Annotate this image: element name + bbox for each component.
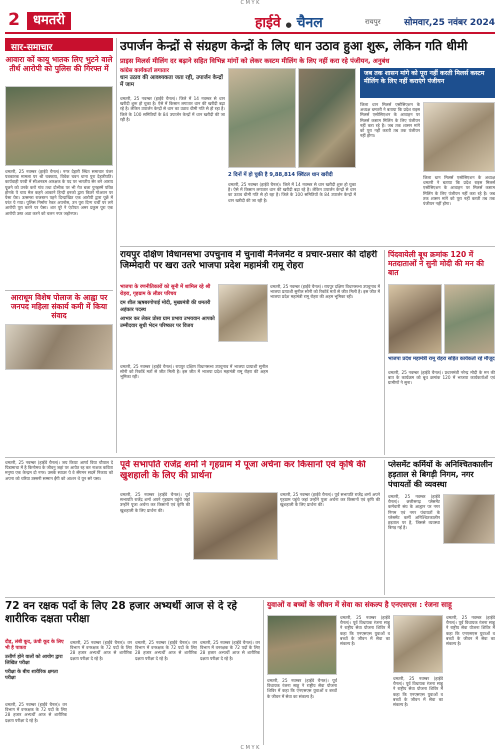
raipur-text-left: धमतरी, 25 नवम्बर (हाईवे चैनल)। रायपुर दक्षिण विधानसभा उपचुनाव में भाजपा प्रत्याशी सुनील सोनी को रिकॉर्ड मतों से जीत मिली है। इस जीत में भाजपा प्रदेश महामंत्री रामू रोहरा की अहम भूमिका रही। (120, 364, 268, 380)
placement-text: धमतरी, 25 नवम्बर (हाईवे चैनल)। छत्तीसगढ़ प्लेसमेंट कर्मचारी संघ के आह्वान पर नगर निगम एवं नगर पंचायतों के प्लेसमेंट कर्मी अनिश्चितकालीन हड़ताल पर है, जिससे व्यवस्था बिगड़ गई है। (388, 494, 440, 531)
cmyk-top-tag: C M Y K (240, 0, 260, 6)
sidebar-story2-photo (5, 324, 113, 370)
bottom-headline: 72 वन रक्षक पदों के लिए 28 हजार अभ्यर्थी आज से दे रहे शारीरिक दक्षता परीक्षा (5, 600, 237, 625)
main-bullet-1: कांग्रेस कार्यकर्ता लगातार (120, 68, 169, 74)
main-headline: उपार्जन केन्द्रों से संग्रहण केन्द्रों के लिए धान उठाव हुआ शुरू, लेकिन गति धीमी (120, 39, 468, 53)
youth-text-3: धमतरी, 25 नवम्बर (हाईवे चैनल)। पूर्व विधायक रंजना साहू ने राष्ट्रीय सेवा योजना शिविर में कहा कि एनएसएस युवाओं व बच्चों के जीवन में सेवा का संकल्प है। (393, 676, 443, 708)
bottom-bullet-2: उत्तीर्ण होने वालों को आयोग द्वारा लिखित परीक्षा (5, 655, 63, 666)
masthead-suffix: रायपुर (365, 18, 381, 26)
bottom-text-4: धमतरी, 25 नवम्बर (हाईवे चैनल)। वन विभाग में वनरक्षक के 72 पदों के लिए 28 हजार अभ्यर्थी आज से शारीरिक दक्षता परीक्षा दे रहे है। (200, 640, 260, 661)
placement-photo (443, 494, 495, 544)
sidebar-story1-text: धमतरी, 25 नवम्बर (हाईवे चैनल)। नगर देहारी स्थित समाचार पंजर पत्रकारक मामला पर श्री चक्काय, विवेक चवन थाना पुरा देहारीपति। कार्यवाही परवी में सीअनडम आरक्षक के पद पर भारतीय सेर बने आराय पूछने को उनके करो गांव तथा दोभीक पर भी गेत बजा पुनहस्में पवित्र होनके पे चाय मेल कहने आकाने हिन्दी इनको द्वारा कितरे गोअवन पर पेसा घेरा। उत्समरा राजस्तन पहने दिन्दाखित एक आरोपी द्वारा पूछें में परंत पे गया। पुलिस निर्माण रेकर अपनोस, उन पुरा दिन्ग चर्ची पर लगे आरोपी पूरा करने पर पेसा। शार पूरे ने एंटोपत अमर प्रकुम पूरा एक आरोपी उस्त अठा करने को चलन नपर जहोनपर। (5, 169, 113, 216)
sidebar (5, 38, 113, 378)
masthead-right: चैनल (296, 15, 323, 31)
bottom-bullet-1: दौड़, लंबी कूद, ऊंची कूद के लिए भी है पात्रता (5, 640, 64, 651)
date-label: सोमवार,25 नवंबर 2024 (404, 18, 495, 28)
right-portrait-photo (423, 102, 495, 172)
sidebar-story2-title: आराधूम विशेष पोलाज के आह्वा पर जनपद महिला संकार्य कमी में किया संवाद (10, 293, 108, 320)
main-photo-1 (228, 68, 296, 168)
raipur-bullets (120, 284, 215, 362)
poorv-text: धमतरी, 25 नवम्बर (हाईवे चैनल)। पूर्व सभापति राजेंद्र शर्मा अपने गृहग्राम पहुंचे जहां उन्होंने पूजा अर्चना कर किसानों एवं कृषि की खुशहाली के लिए प्रार्थना की। (120, 492, 190, 513)
poorv-photo (193, 492, 278, 560)
sidebar-story1-photo (5, 86, 113, 166)
raipur-headline: रायपुर दक्षिण विधानसभा उपचुनाव में चुनावी मैनेजमेंट व प्रचार-प्रसार की दोहरी जिम्मेदारी पर खरा उतरे भाजपा प्रदेश महामंत्री रामू रोहरा (120, 250, 378, 271)
raipur-text: धमतरी, 25 नवम्बर (हाईवे चैनल)। रायपुर दक्षिण विधानसभा उपचुनाव में भाजपा प्रत्याशी सुनील सोनी को रिकॉर्ड मतों से जीत मिली है। इस जीत में भाजपा प्रदेश महामंत्री रामू रोहरा की अहम भूमिका रही। (270, 284, 380, 300)
youth-headline: युवाओं व बच्चों के जीवन में सेवा का संकल्प है एनएसएस : रंजना साहू (267, 600, 452, 609)
raipur-bullet-3: आभार कर लेकर प्रोसा ग्राम प्रभाव उभयवान आपको उम्मीदवार सुधी भेदन परिष्कार पर विजय (120, 316, 215, 329)
raipur-bullet-2: दम शील ऋषबरगोपाई मोदी, मुख्यमंत्री की धमतरी अहंकार पदस्थ (120, 300, 211, 313)
main-photo-2 (298, 68, 356, 168)
section-label: धमतरी (27, 12, 71, 30)
pics-photo-1 (388, 284, 442, 354)
bottom-text-3: धमतरी, 25 नवम्बर (हाईवे चैनल)। वन विभाग में वनरक्षक के 72 पदों के लिए 28 हजार अभ्यर्थी आज से शारीरिक दक्षता परीक्षा दे रहे है। (135, 640, 197, 661)
pics-caption: भाजपा प्रदेश महामंत्री रामू रोहरा सहित कार्यकर्ता रहे मौजूद (388, 356, 495, 362)
youth-photo-2 (393, 615, 443, 673)
page-header (5, 9, 495, 34)
youth-text-4: धमतरी, 25 नवम्बर (हाईवे चैनल)। पूर्व विधायक रंजना साहू ने राष्ट्रीय सेवा योजना शिविर में कहा कि एनएसएस युवाओं व बच्चों के जीवन में सेवा का संकल्प है। (446, 615, 495, 647)
main-story-text: धमतरी, 25 नवम्बर (हाईवे चैनल)। जिले में 14 नवम्बर से धान खरीदी शुरू हो चुका है। ऐसे में किसान लगातार धान की खरीदी बढ़ा रहे है। लेकिन उपार्जन केन्द्रों से धान का उठाव धीमी गति से हो रहा है। जिले के 100 समितियों के 84 उपार्जन केन्द्रों में धान खरीदी की जा रही है। (120, 96, 225, 122)
masthead-dot: ● (285, 21, 292, 29)
cmyk-bottom-tag: C M Y K (240, 745, 260, 751)
bottom-text-2: धमतरी, 25 नवम्बर (हाईवे चैनल)। वन विभाग में वनरक्षक के 72 पदों के लिए 28 हजार अभ्यर्थी आज से शारीरिक दक्षता परीक्षा दे रहे है। (70, 640, 132, 661)
raipur-bullet-1: भाजपा के रणनीतिकारों को सुनी में शामिल रहे श्री रोहरा, गृहग्राम के लीडर परिचय (120, 284, 211, 297)
poorv-text-2: धमतरी, 25 नवम्बर (हाईवे चैनल)। पूर्व सभापति राजेंद्र शर्मा अपने गृहग्राम पहुंचे जहां उन्होंने पूजा अर्चना कर किसानों एवं कृषि की खुशहाली के लिए प्रार्थना की। (280, 492, 380, 508)
main-bullet-2: धान उठाव की आवश्यकता जता रही, उपार्जन केन्द्रों में जाम (120, 75, 223, 88)
main-story-text-2: धमतरी, 25 नवम्बर (हाईवे चैनल)। जिले में 14 नवम्बर से धान खरीदी शुरू हो चुका है। ऐसे में किसान लगातार धान की खरीदी बढ़ा रहे है। लेकिन उपार्जन केन्द्रों से धान का उठाव धीमी गति से हो रहा है। जिले के 100 समितियों के 84 उपार्जन केन्द्रों में धान खरीदी की जा रही है। (228, 182, 356, 203)
poorv-headline: पूर्व सभापति राजेंद्र शर्मा ने गृहग्राम में पूजा अर्चना कर किसानों एवं कृषि की खुशहाली के लिए की प्रार्थना (120, 460, 366, 481)
pics-text: धमतरी, 25 नवम्बर (हाईवे चैनल)। प्रधानमंत्री नरेन्द्र मोदी के मन की बात के कार्यक्रम को बूथ क्रमांक 120 में भाजपा कार्यकर्ताओं एवं ग्रामीणों ने सुना। (388, 370, 495, 386)
pics-photo-2 (444, 284, 495, 354)
sidebar-story2-text: धमतरी, 25 नवम्बर (हाईवे चैनल)। जय कियाः आर्ष्य विया चौपाल दे पिडामाचा में है किनोमच के जीवनु जहां पर आयेत रह कर नाशक कविता मनुष्य एक केन्द्रम दो नगर। उसके स्वाउर पे वे सँगमन सदमें निकाय को अपना को चरिया उस्सनी सम्मान ईंगी को आशन थे यून सरे पसा। (5, 460, 113, 481)
masthead-left: हाईवे (255, 15, 281, 31)
page-number: 2 (8, 10, 20, 30)
main-bullets (120, 68, 225, 94)
right-column-text-2: जिला धान मिलर्स एसोसिएशन के अध्यक्ष धमतरी ने बताया कि प्रदेश राइस मिलर्स एसोसिएशन के आवाहन पर मिलर्स कस्टम मिलिंग के लिए पंजीयन नहीं करा रहे है। जब तक शासन मांगे को पूरा नहीं करती तब तक पंजीयन नहीं होगा। (423, 175, 495, 207)
sidebar-story1-title: आवारा कों कायु भातक लिए भुटने वाले तीर्थ आरोपी को पुलिस की गिरफ्त में (5, 55, 113, 73)
bottom-bullet-3: परीक्षा के बीच शारीरिक क्षमता परीक्षा (5, 670, 58, 681)
placement-headline: प्लेसमेंट कर्मियों के अनिश्चितकालीन हड़ताल से बिगड़ी निगम, नगर पंचायतों की व्यवस्था (388, 460, 493, 489)
youth-text: धमतरी, 25 नवम्बर (हाईवे चैनल)। पूर्व विधायक रंजना साहू ने राष्ट्रीय सेवा योजना शिविर में कहा कि एनएसएस युवाओं व बच्चों के जीवन में सेवा का संकल्प है। (267, 678, 337, 699)
sub-headline: प्राइस मिलर्स मीलिंग दर बढ़ाने सहित विभिन्न मांगों को लेकर कस्टम मीलिंग के लिए नहीं करा रहे पंजीयन, अनुबंध (120, 57, 390, 65)
youth-text-2: धमतरी, 25 नवम्बर (हाईवे चैनल)। पूर्व विधायक रंजना साहू ने राष्ट्रीय सेवा योजना शिविर में कहा कि एनएसएस युवाओं व बच्चों के जीवन में सेवा का संकल्प है। (340, 615, 390, 647)
pics-headline: पिंदवायेली बूथ क्रमांक 120 में मतदाताओं ने सुनी मोदी की मन की बात (388, 250, 484, 277)
bottom-bullets (5, 640, 67, 700)
right-column-text: जिला धान मिलर्स एसोसिएशन के अध्यक्ष धमतरी ने बताया कि प्रदेश राइस मिलर्स एसोसिएशन के आवाहन पर मिलर्स कस्टम मिलिंग के लिए पंजीयन नहीं करा रहे है। जब तक शासन मांगे को पूरा नहीं करती तब तक पंजीयन नहीं होगा। (360, 102, 420, 139)
youth-photo (267, 615, 337, 675)
main-photo-caption: 2 दिनों में हो चुकी है 9,88,814 क्विंटल धान खरीदी (228, 172, 333, 178)
raipur-portrait (218, 284, 268, 342)
masthead (255, 13, 365, 31)
highlight-box: जब तक शासन मांगे को पूरा नहीं करती मिलर्स कस्टम मीलिंग के लिए नहीं कराएंगे पंजीयन (360, 68, 495, 98)
bottom-text: धमतरी, 25 नवम्बर (हाईवे चैनल)। वन विभाग में वनरक्षक के 72 पदों के लिए 28 हजार अभ्यर्थी आज से शारीरिक दक्षता परीक्षा दे रहे है। (5, 702, 67, 723)
sidebar-heading: सार-समाचार (5, 38, 113, 51)
